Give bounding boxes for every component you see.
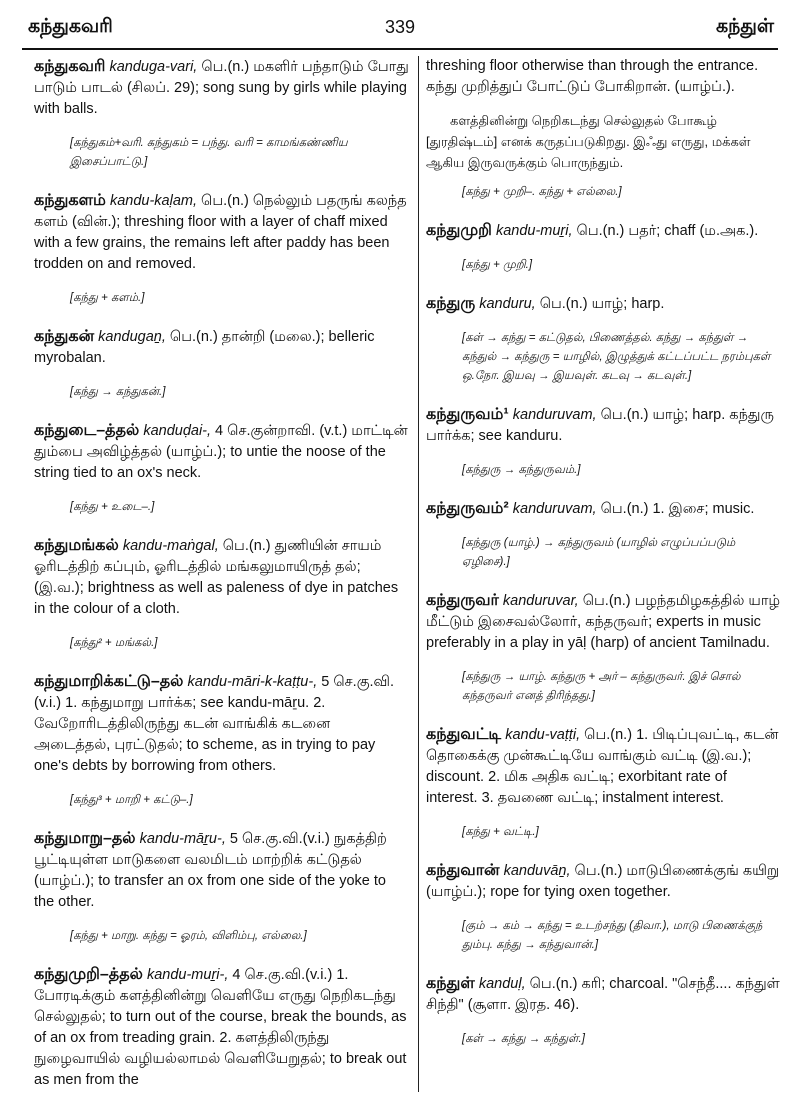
headword: கந்துருவம்¹	[426, 406, 509, 423]
transliteration: kanduḷ,	[478, 976, 526, 992]
dictionary-entry	[34, 964, 410, 1091]
headword: கந்துகளம்	[34, 192, 106, 209]
page-header	[22, 8, 778, 50]
definition: பெ.(n.) பதர்; chaff (ம.அக.).	[572, 223, 759, 239]
definition: பெ.(n.) துணியின் சாயம் ஓரிடத்திற் கப்பும், ஓரிடத்தில் மங்கலுமாயிருத் தல்; (இ.வ.); brightness as well as paleness of dye in patches in the colour of a cloth.	[34, 538, 399, 617]
note-paragraph: களத்தினின்று நெறிகடந்து செல்லுதல் போகூழ் [துரதிஷ்டம்] எனக் கருதப்படுகிறது. இஃது எருது, மக்கள் ஆகிய இருவருக்கும் பொருந்தும்.	[426, 113, 751, 170]
definition: பெ.(n.) 1. பிடிப்புவட்டி, கடன் தொகைக்கு முன்கூட்டியே வாங்கும் வட்டி (இ.வ.); discount. 2. மிக அதிக வட்டி; exorbitant rate of interest. 3. தவணை வட்டி; instalment interest.	[426, 727, 779, 806]
transliteration: kanduruvam,	[512, 501, 597, 517]
headword: கந்துமுறி	[426, 222, 492, 239]
headword: கந்துகவரி	[34, 58, 106, 75]
definition: பெ.(n.) மாடுபிணைக்குங் கயிறு (யாழ்ப்.); rope for tying oxen together.	[426, 863, 780, 900]
etymology: [கந்து + மாறு. கந்து = ஓரம், விளிம்பு, எல்லை.]	[70, 930, 307, 942]
transliteration: kanduvāṉ,	[503, 863, 571, 879]
page-number: 339	[384, 17, 416, 37]
definition: பெ.(n.) நெல்லும் பதருங் கலந்த களம் (வின்.); threshing floor with a layer of chaff mixed with a few grains, the remains left after paddy has been trodden on and removed.	[34, 193, 407, 272]
etymology: [கும் → கம் → கந்து = உடற்சந்து (திவா.), மாடு பிணைக்குந் தும்பு. கந்து → கந்துவான்.]	[462, 920, 763, 951]
guide-word-left: கந்துகவரி	[28, 16, 113, 37]
definition: பெ.(n.) கரி; charcoal. "செந்தீ.... கந்துள் சிந்தி" (சூளா. இரத. 46).	[426, 976, 780, 1013]
transliteration: kandu-kaḷam,	[109, 193, 197, 209]
dictionary-entry	[34, 535, 410, 620]
etymology: [கந்துரு → யாழ். கந்துரு + அர் – கந்துருவர். இச் சொல் கந்தருவர் எனத் திரிந்தது.]	[462, 671, 741, 702]
etymology: [கந்துரு (யாழ்.) → கந்துருவம் (யாழில் எழுப்பப்படும் ஏழிசை).]	[462, 537, 736, 568]
transliteration: kandu-vaṭṭi,	[505, 727, 581, 743]
transliteration: kanduga-vari,	[109, 59, 198, 75]
definition: பெ.(n.) யாழ்; harp. கந்துரு பார்க்க; see kanduru.	[426, 407, 774, 444]
headword: கந்துவான்	[426, 862, 500, 879]
definition: 4 செ.கு.வி.(v.i.) 1. போரடிக்கும் களத்தினின்று வெளியே எருது நெறிகடந்து செல்லுதல்; to turn out of the course, break the bounds, as of an ox from treading grain. 2. களத்திலிருந்து நுழைவாயில் வழியல்லாமல் வெளியேறுதல்; to break out as men from the	[34, 967, 407, 1088]
transliteration: kandu-muṟi,	[495, 223, 573, 239]
etymology: [கந்து³ + மாறி + கட்டு–.]	[70, 794, 193, 806]
etymology: [கந்து + வட்டி.]	[462, 826, 539, 838]
continuation-text: threshing floor otherwise than through the entrance. கந்து முறித்துப் போட்டுப் போகிறான். (யாழ்ப்.).	[426, 58, 759, 95]
definition: பெ.(n.) மகளிர் பந்தாடும் போது பாடும் பாடல் (சிலப். 29); song sung by girls while playing with balls.	[34, 59, 409, 117]
dictionary-entry	[426, 498, 782, 520]
etymology: [கள் → கந்து = கட்டுதல், பிணைத்தல். கந்து → கந்துள் → கந்துல் → கந்துரு = யாழில், இழுத்துக் கட்டப்பட்ட நரம்புகள் ஒ.நோ. இயவு → இயவுள். கடவு → கடவுள்.]	[462, 332, 771, 382]
dictionary-entry	[34, 671, 410, 777]
right-column	[426, 56, 782, 1067]
headword: கந்துரு	[426, 295, 476, 312]
etymology: [கந்து + களம்.]	[70, 292, 145, 304]
dictionary-entry	[426, 973, 782, 1016]
dictionary-entry	[426, 404, 782, 447]
headword: கந்துமாறு–தல்	[34, 830, 136, 847]
note-etymology: [கந்து + முறி–. கந்து + எல்லை.]	[462, 186, 622, 198]
transliteration: kandugaṉ,	[98, 329, 166, 345]
definition: பெ.(n.) தான்றி (மலை.); belleric myrobalan.	[34, 329, 375, 366]
transliteration: kandu-māṟu-,	[139, 831, 226, 847]
headword: கந்துடை–த்தல்	[34, 422, 140, 439]
etymology: [கள் → கந்து → கந்துள்.]	[462, 1033, 585, 1045]
etymology: [கந்து + முறி.]	[462, 259, 533, 271]
dictionary-entry	[34, 420, 410, 484]
headword: கந்துவட்டி	[426, 726, 502, 743]
guide-word-right: கந்துள்	[716, 16, 774, 37]
definition: 4 செ.குன்றாவி. (v.t.) மாட்டின் தும்பை அவிழ்த்தல் (யாழ்ப்.); to untie the noose of the string tied to an ox's neck.	[34, 423, 408, 481]
transliteration: kandu-maṅgal,	[122, 538, 219, 554]
headword: கந்துமாறிக்கட்டு–தல்	[34, 673, 184, 690]
transliteration: kanduruvam,	[512, 407, 597, 423]
dictionary-entry	[34, 56, 410, 120]
etymology: [கந்துகம்+வரி. கந்துகம் = பந்து. வரி = காமங்கண்ணிய இசைப்பாட்டு.]	[70, 137, 348, 168]
dictionary-entry	[426, 590, 782, 654]
dictionary-entry	[426, 220, 782, 242]
column-divider	[418, 56, 419, 1092]
definition: பெ.(n.) யாழ்; harp.	[535, 296, 665, 312]
headword: கந்துகன்	[34, 328, 95, 345]
transliteration: kandu-māri-k-kaṭṭu-,	[187, 674, 318, 690]
definition: 5 செ.கு.வி.(v.i.) 1. கந்துமாறு பார்க்க; see kandu-māṟu. 2. வேறோரிடத்திலிருந்து கடன் வாங்கிக் கடனை அடைத்தல், புரட்டுதல்; to scheme, as in trying to pay one's debts by borrowing from others.	[34, 674, 395, 774]
dictionary-entry	[426, 724, 782, 809]
etymology: [கந்து² + மங்கல்.]	[70, 637, 158, 649]
definition: 5 செ.கு.வி.(v.i.) நுகத்திற் பூட்டியுள்ள மாடுகளை வலமிடம் மாற்றிக் கட்டுதல் (யாழ்ப்.); to transfer an ox from one side of the yoke to the other.	[34, 831, 387, 910]
definition: பெ.(n.) 1. இசை; music.	[596, 501, 755, 517]
left-column	[34, 56, 410, 1105]
transliteration: kanduruvar,	[502, 593, 579, 609]
dictionary-entry	[34, 190, 410, 275]
dictionary-entry	[34, 828, 410, 913]
etymology: [கந்து + உடை–.]	[70, 501, 155, 513]
transliteration: kandu-muṟi-,	[146, 967, 229, 983]
etymology: [கந்துரு → கந்துருவம்.]	[462, 464, 581, 476]
definition: பெ.(n.) பழந்தமிழகத்தில் யாழ் மீட்டும் இசைவல்லோர், கந்தருவர்; experts in music preferably in a play in yāḷ (harp) of ancient Tamilnadu.	[426, 593, 781, 651]
headword: கந்துமுறி–த்தல்	[34, 966, 143, 983]
right-entries	[426, 220, 782, 1049]
transliteration: kanduḍai-,	[143, 423, 212, 439]
dictionary-entry	[426, 860, 782, 903]
headword: கந்துருவம்²	[426, 500, 509, 517]
dictionary-entry	[34, 326, 410, 369]
headword: கந்துள்	[426, 975, 475, 992]
headword: கந்துமங்கல்	[34, 537, 119, 554]
dictionary-entry	[426, 293, 782, 315]
transliteration: kanduru,	[479, 296, 536, 312]
headword: கந்துருவர்	[426, 592, 499, 609]
etymology: [கந்து → கந்துகன்.]	[70, 386, 166, 398]
